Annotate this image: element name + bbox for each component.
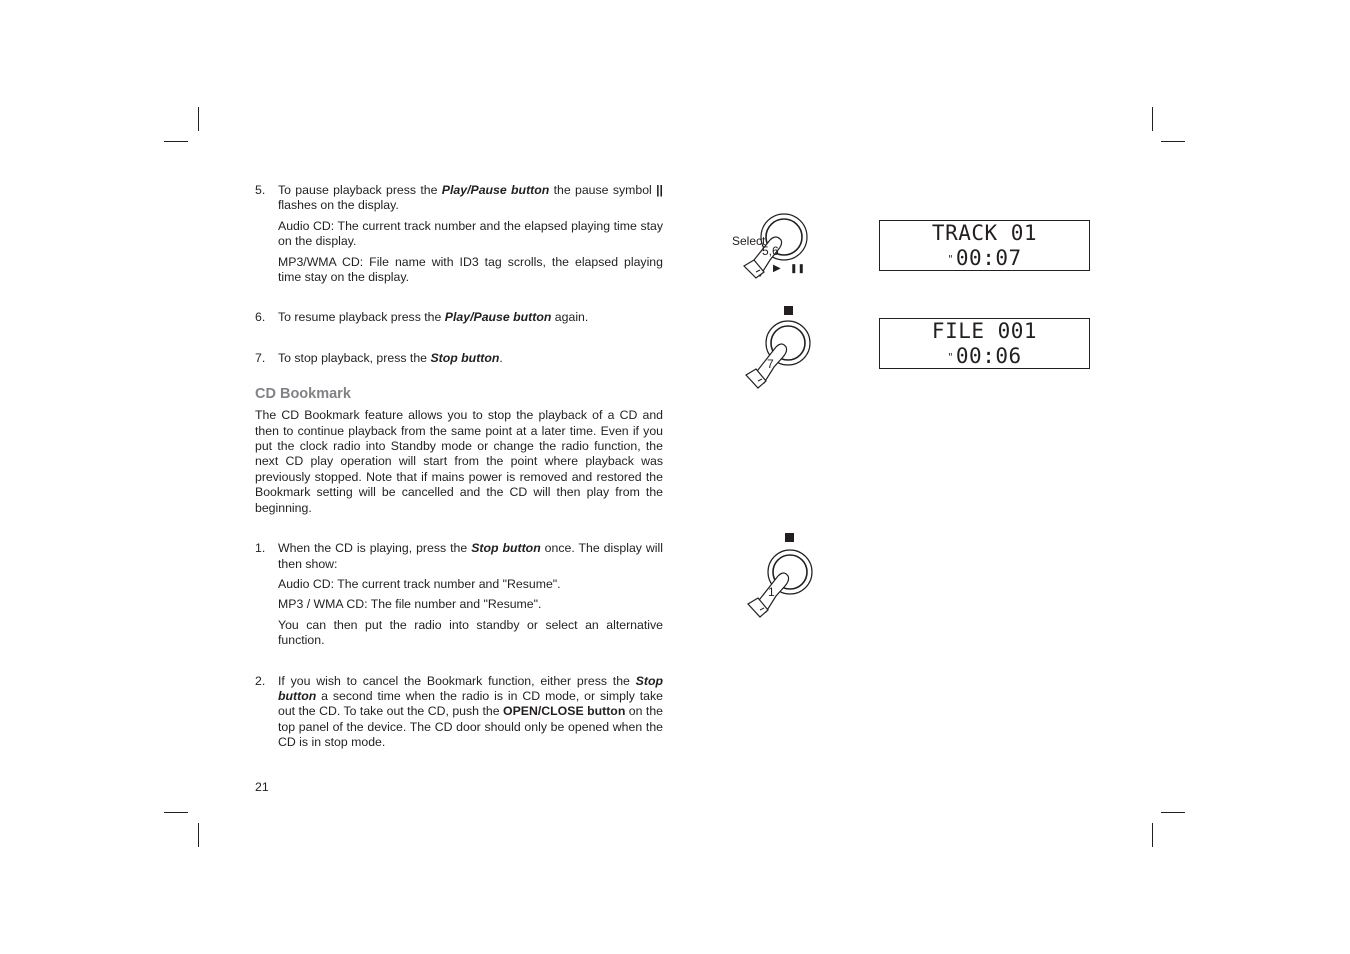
step-number: 2. (255, 673, 266, 688)
step-5 (255, 183, 663, 285)
select-knob-press-icon (730, 210, 820, 285)
step-subtext: You can then put the radio into standby or select an alternative function. (278, 617, 663, 648)
step-ref-label: 1 (768, 585, 775, 599)
crop-mark (1152, 823, 1153, 847)
lcd-line-1: FILE 001 (931, 319, 1038, 343)
crop-mark (1161, 141, 1185, 142)
step-2 (255, 674, 663, 751)
step-ref-label: 7 (767, 357, 774, 371)
stop-knob-press-icon (740, 303, 820, 393)
step-1 (255, 541, 663, 648)
step-text: If you wish to cancel the Bookmark function, either press the Stop button a second time when the radio is in CD mode, or simply take out the CD. To take out the CD, push the OPEN/CLOSE button on the top panel of the device. The CD door should only be opened when the CD is in stop mode. (278, 673, 664, 750)
elapsed-time: 00:07 (955, 246, 1022, 270)
step-subtext: Audio CD: The current track number and "Resume". (278, 576, 561, 591)
step-subtext: MP3 / WMA CD: The file number and "Resume". (278, 597, 542, 612)
step-number: 7. (255, 350, 266, 365)
pause-symbol-icon: || (656, 183, 663, 197)
crop-mark (164, 141, 188, 142)
play-indicator-icon: " (947, 352, 954, 363)
step-7 (255, 351, 663, 366)
step-number: 6. (255, 310, 266, 325)
play-indicator-icon: " (947, 254, 954, 265)
crop-mark (1161, 812, 1185, 813)
select-label: Select (732, 234, 766, 248)
elapsed-time: 00:06 (955, 344, 1022, 368)
crop-mark (1152, 107, 1153, 131)
step-text: When the CD is playing, press the Stop button once. The display will then show: (278, 541, 663, 571)
section-body: The CD Bookmark feature allows you to stop the playback of a CD and then to continue playback from the same point at a later time. Even if you put the clock radio into Standby mode or change the radio function, the next CD play operation will start from the point where playback was previously stopped. Note that if mains power is removed and restored the Bookmark setting will be cancelled and the CD will then play from the beginning. (255, 408, 663, 515)
step-ref-label: 5,6 (762, 244, 779, 258)
pause-icon: ❚❚ (790, 263, 806, 273)
step-text: To resume playback press the Play/Pause button again. (278, 310, 589, 325)
step-number: 5. (255, 183, 266, 197)
lcd-line-2 (880, 344, 1089, 370)
crop-mark (164, 812, 188, 813)
step-subtext: Audio CD: The current track number and the elapsed playing time stay on the display. (278, 218, 663, 249)
step-number: 1. (255, 541, 266, 556)
crop-mark (198, 823, 199, 847)
step-subtext: MP3/WMA CD: File name with ID3 tag scrolls, the elapsed playing time stay on the display. (278, 254, 663, 285)
section-heading: CD Bookmark (255, 386, 351, 403)
step-6 (255, 310, 663, 325)
step-text: To pause playback press the Play/Pause button the pause symbol || flashes on the display. (278, 183, 663, 213)
lcd-display-file (879, 318, 1090, 369)
step-text: To stop playback, press the Stop button. (278, 350, 503, 365)
instruction-column (255, 183, 663, 751)
lcd-line-2 (880, 246, 1089, 272)
play-icon: ▶ (773, 263, 781, 274)
lcd-display-track (879, 220, 1090, 271)
crop-mark (198, 107, 199, 131)
page-number: 21 (255, 780, 269, 794)
lcd-line-1: TRACK 01 (931, 221, 1038, 245)
stop-knob-press-icon (740, 530, 820, 620)
